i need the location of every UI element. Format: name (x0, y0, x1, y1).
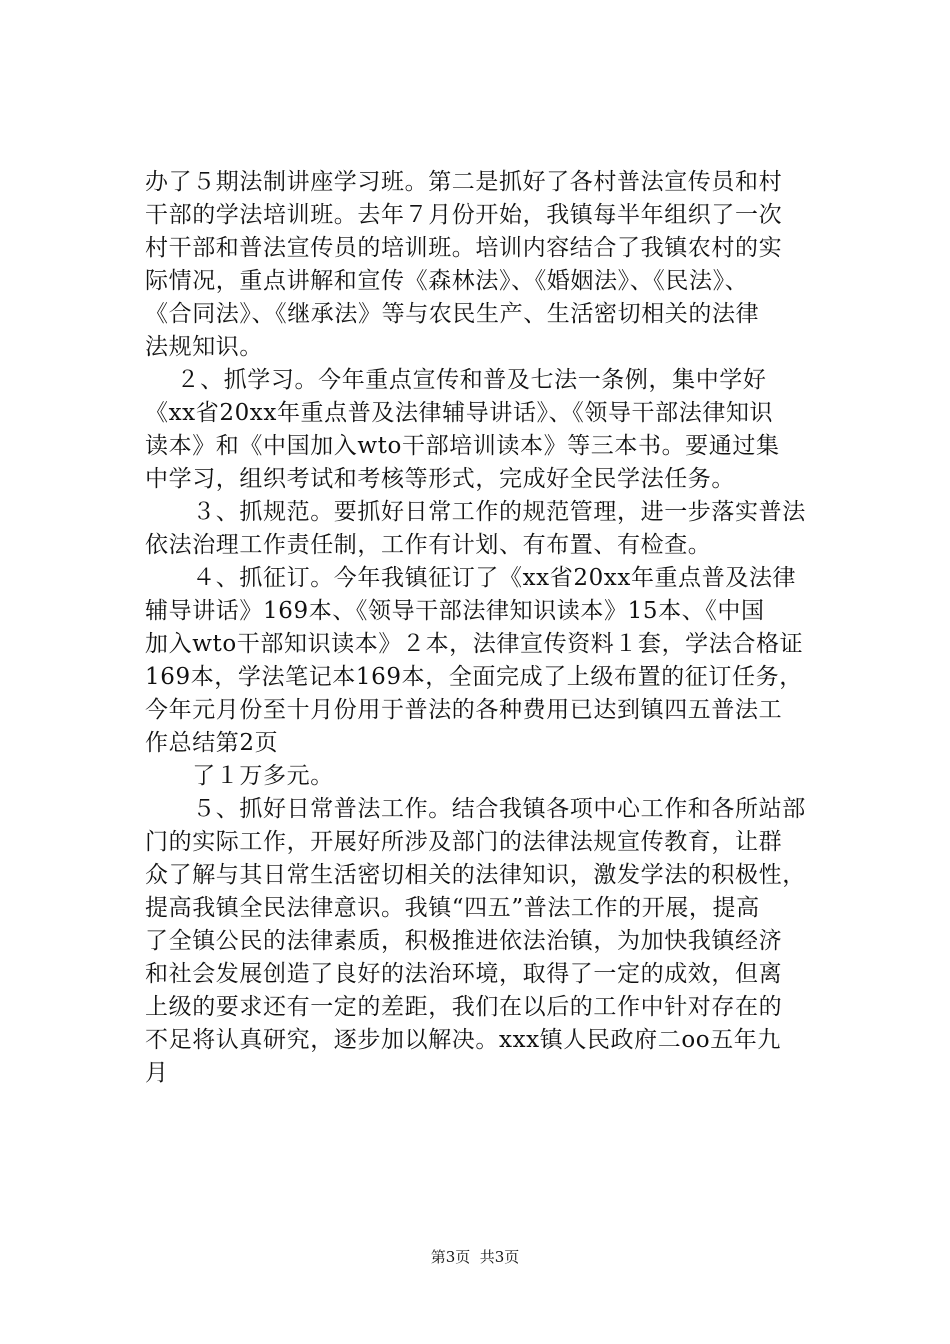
text-line: 法规知识。 (145, 334, 263, 360)
text-line: 今年元月份至十月份用于普法的各种费用已达到镇四五普法工 (145, 697, 783, 723)
text-line: 村干部和普法宣传员的培训班。培训内容结合了我镇农村的实 (145, 235, 783, 261)
text-line: 了１万多元。 (145, 763, 334, 789)
text-line: 了全镇公民的法律素质，积极推进依法治镇，为加快我镇经济 (145, 928, 783, 954)
text-line: 办了５期法制讲座学习班。第二是抓好了各村普法宣传员和村 (145, 169, 783, 195)
text-line: 门的实际工作，开展好所涉及部门的法律法规宣传教育，让群 (145, 829, 783, 855)
text-line: 读本》和《中国加入wto干部培训读本》等三本书。要通过集 (145, 433, 780, 459)
text-line: 月 (145, 1060, 169, 1086)
page-footer: 第3页 共3页 (430, 1248, 520, 1266)
text-line: ２、抓学习。今年重点宣传和普及七法一条例，集中学好 (145, 367, 767, 393)
text-line: 辅导讲话》169本、《领导干部法律知识读本》15本、《中国 (145, 598, 765, 624)
text-line: 中学习，组织考试和考核等形式，完成好全民学法任务。 (145, 466, 735, 492)
text-line: 依法治理工作责任制，工作有计划、有布置、有检查。 (145, 532, 712, 558)
text-line: 上级的要求还有一定的差距，我们在以后的工作中针对存在的 (145, 994, 783, 1020)
text-line: 际情况，重点讲解和宣传《森林法》、《婚姻法》、《民法》、 (145, 268, 749, 294)
text-line: 作总结第2页 (145, 730, 279, 756)
text-line: 169本，学法笔记本169本，全面完成了上级布置的征订任务， (145, 664, 803, 690)
text-line: 提高我镇全民法律意识。我镇“四五”普法工作的开展，提高 (145, 895, 760, 921)
text-line: 加入wto干部知识读本》２本，法律宣传资料１套，学法合格证 (145, 631, 804, 657)
text-line: 众了解与其日常生活密切相关的法律知识，激发学法的积极性， (145, 862, 806, 888)
text-line: ３、抓规范。要抓好日常工作的规范管理，进一步落实普法 (145, 499, 806, 525)
text-line: ４、抓征订。今年我镇征订了《xx省20xx年重点普及法律 (145, 565, 797, 591)
text-line: 和社会发展创造了良好的法治环境，取得了一定的成效，但离 (145, 961, 783, 987)
text-line: 《合同法》、《继承法》等与农民生产、生活密切相关的法律 (145, 301, 760, 327)
text-line: ５、抓好日常普法工作。结合我镇各项中心工作和各所站部 (145, 796, 806, 822)
text-line: 干部的学法培训班。去年７月份开始，我镇每半年组织了一次 (145, 202, 783, 228)
text-line: 不足将认真研究，逐步加以解决。xxx镇人民政府二oo五年九 (145, 1027, 782, 1053)
text-line: 《xx省20xx年重点普及法律辅导讲话》、《领导干部法律知识 (145, 400, 774, 426)
body-text (145, 166, 845, 1090)
